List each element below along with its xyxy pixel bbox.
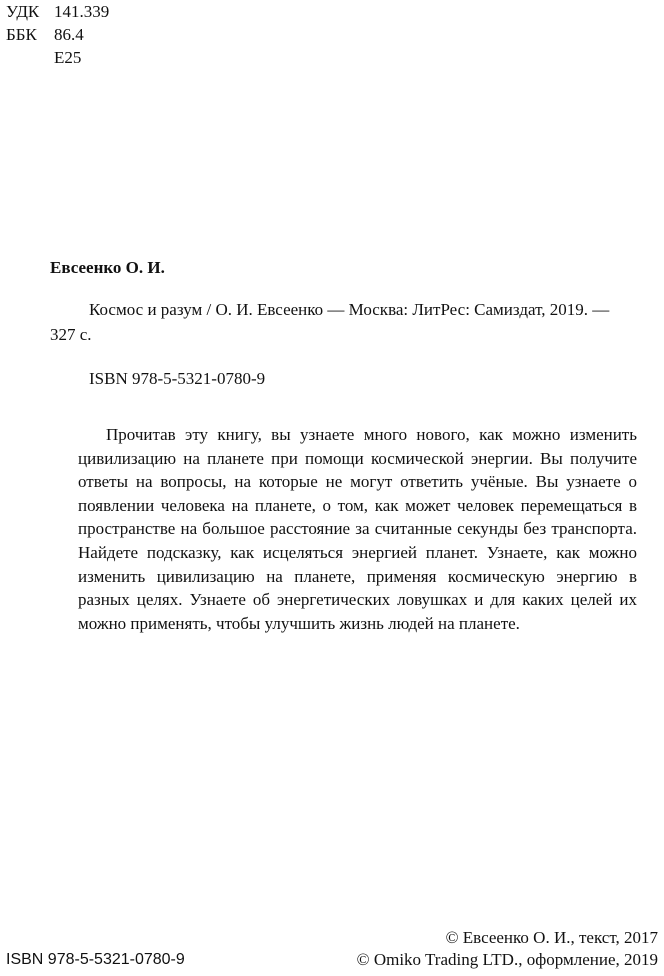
classification-code: ББК [6, 25, 37, 44]
copyright-design-line: © Omiko Trading LTD., оформление, 2019 [356, 950, 658, 969]
isbn-main: ISBN 978-5-5321-0780-9 [89, 369, 266, 388]
classification-value: Е25 [54, 48, 82, 67]
isbn-bottom: ISBN 978-5-5321-0780-9 [6, 951, 185, 968]
annotation-text: Прочитав эту книгу, вы узнаете много нового, как можно изменить цивилизацию на планете при помощи космической энергии. Вы получите ответы на вопросы, на которые не могут ответить учёные. Вы узнаете о появлении человека на планете, о том, как может человек перемещаться в пространстве на большое расстояние за считанные секунды без транспорта. Найдете подсказку, как исцеляться энергией планет. Узнаете, как можно изменить цивилизацию на планете, применяя космическую энергию в разных целях. Узнаете об энергетических ловушках и для каких целей их можно применять, чтобы улучшить жизнь людей на планете. [78, 425, 637, 633]
classification-block [6, 0, 109, 69]
classification-row-bbk [6, 23, 109, 46]
classification-code: УДК [6, 2, 40, 21]
copyright-text-line: © Евсеенко О. И., текст, 2017 [445, 928, 658, 947]
classification-value: 86.4 [54, 25, 84, 44]
classification-value: 141.339 [54, 2, 110, 21]
author-heading: Евсеенко О. И. [50, 258, 165, 277]
bibliographic-record: Космос и разум / О. И. Евсеенко — Москва: ЛитРес: Самиздат, 2019. — 327 с. [50, 300, 610, 344]
classification-row-udk [6, 0, 109, 23]
classification-code [6, 46, 54, 69]
copyright-block [357, 927, 658, 971]
classification-row-author-sign [6, 46, 109, 69]
